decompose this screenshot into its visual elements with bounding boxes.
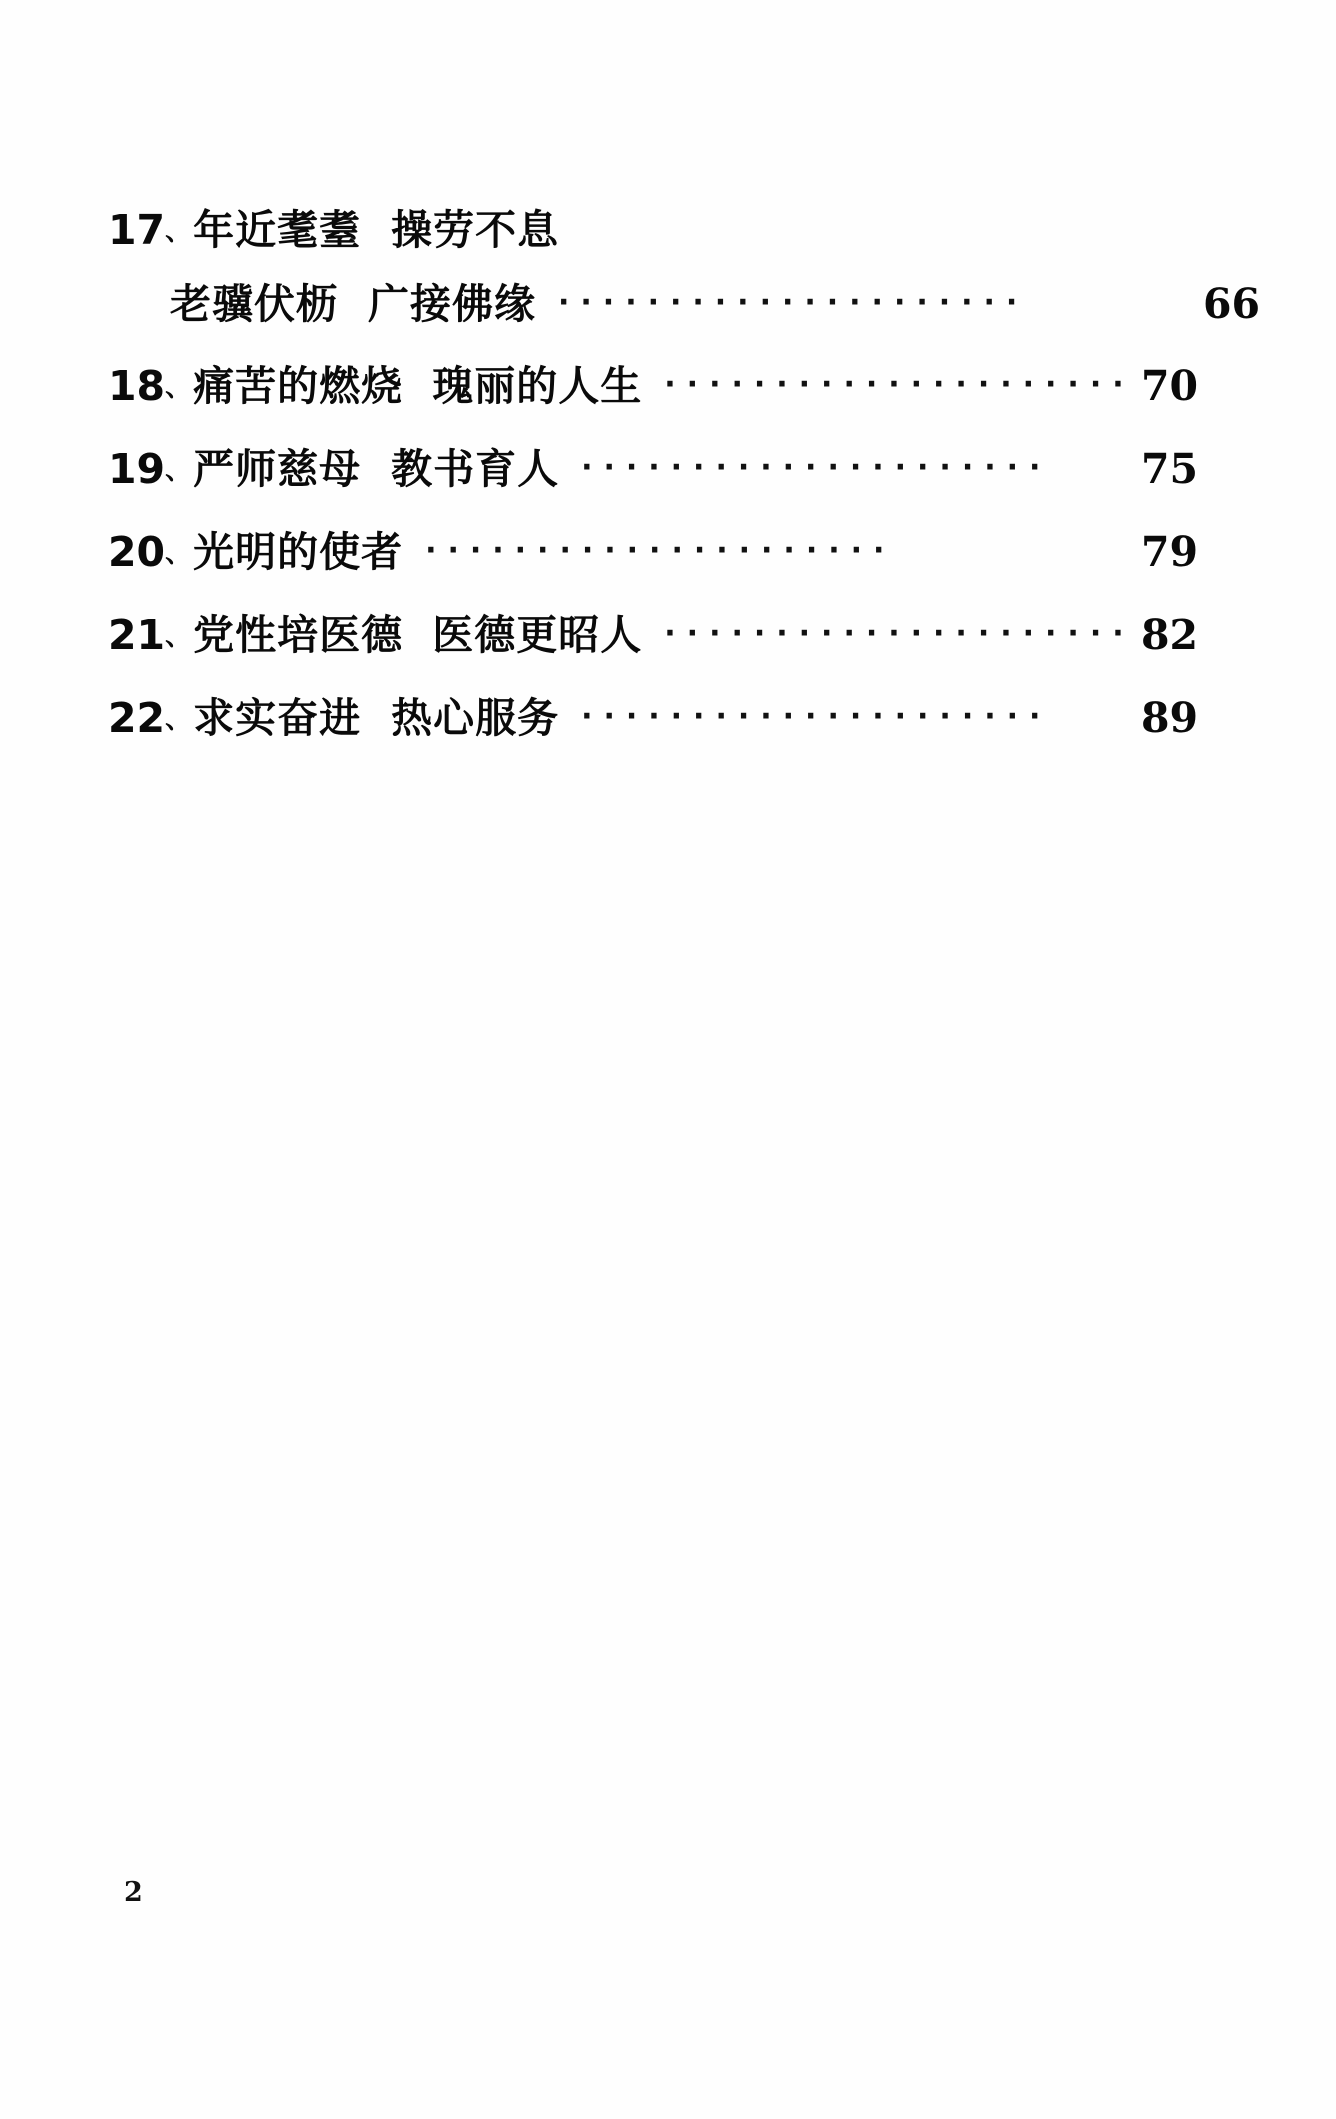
toc-entry-page: 70	[1140, 362, 1198, 410]
toc-entry-title-b: 瑰丽的人生	[432, 362, 643, 410]
toc-entry-separator: 、	[165, 456, 192, 486]
toc-entry-separator: 、	[165, 705, 192, 735]
dot-leader: ·····················	[664, 367, 1135, 402]
toc-entry-title-a: 年近耄耋	[193, 206, 362, 254]
toc-entry-page: 89	[1140, 694, 1198, 742]
toc-entry-line	[108, 435, 1198, 509]
toc-entry[interactable]	[108, 601, 1198, 675]
toc-entry-separator: 、	[165, 539, 192, 569]
toc-entry-line	[108, 684, 1198, 758]
toc-entry[interactable]	[108, 684, 1198, 758]
toc-entry-number: 17	[108, 206, 166, 254]
toc-entry-number: 20	[108, 528, 166, 576]
toc-entry[interactable]	[108, 518, 1198, 592]
table-of-contents	[108, 196, 1260, 767]
toc-entry[interactable]	[108, 352, 1198, 426]
toc-entry-title-a: 光明的使者	[193, 528, 404, 576]
toc-entry-separator: 、	[165, 217, 192, 247]
toc-entry-line	[108, 352, 1198, 426]
dot-leader: ·····················	[558, 285, 1029, 320]
toc-entry-title-a: 党性培医德	[193, 611, 404, 659]
dot-leader: ·····················	[581, 450, 1052, 485]
toc-entry-page: 75	[1140, 445, 1198, 493]
toc-entry-title-a: 痛苦的燃烧	[193, 362, 404, 410]
dot-leader: ·····················	[425, 533, 896, 568]
toc-entry-page: 66	[1202, 280, 1260, 328]
toc-entry[interactable]	[108, 196, 1260, 343]
toc-entry-title-c: 老骥伏枥	[170, 280, 338, 328]
page-number-folio: 2	[124, 1877, 143, 1908]
toc-entry-separator: 、	[165, 373, 192, 403]
dot-leader: ·····················	[581, 699, 1052, 734]
toc-entry-line	[108, 196, 1198, 270]
toc-entry-number: 22	[108, 694, 166, 742]
toc-entry-number: 19	[108, 445, 166, 493]
toc-entry-title-d: 广接佛缘	[368, 280, 536, 328]
toc-entry-title-b: 医德更昭人	[432, 611, 643, 659]
toc-entry-line	[108, 518, 1198, 592]
toc-entry-line	[108, 601, 1198, 675]
toc-entry-title-b: 热心服务	[391, 694, 560, 742]
dot-leader: ·····················	[664, 616, 1135, 651]
toc-entry-page: 82	[1140, 611, 1198, 659]
toc-entry-title-a: 严师慈母	[193, 445, 362, 493]
toc-entry-line-continued	[108, 270, 1260, 343]
toc-entry-page: 79	[1140, 528, 1198, 576]
toc-entry-title-b: 操劳不息	[391, 206, 560, 254]
toc-entry-number: 18	[108, 362, 166, 410]
toc-entry-title-a: 求实奋进	[193, 694, 362, 742]
toc-entry-separator: 、	[165, 622, 192, 652]
toc-entry-number: 21	[108, 611, 166, 659]
toc-entry-title-b: 教书育人	[391, 445, 560, 493]
toc-entry[interactable]	[108, 435, 1198, 509]
